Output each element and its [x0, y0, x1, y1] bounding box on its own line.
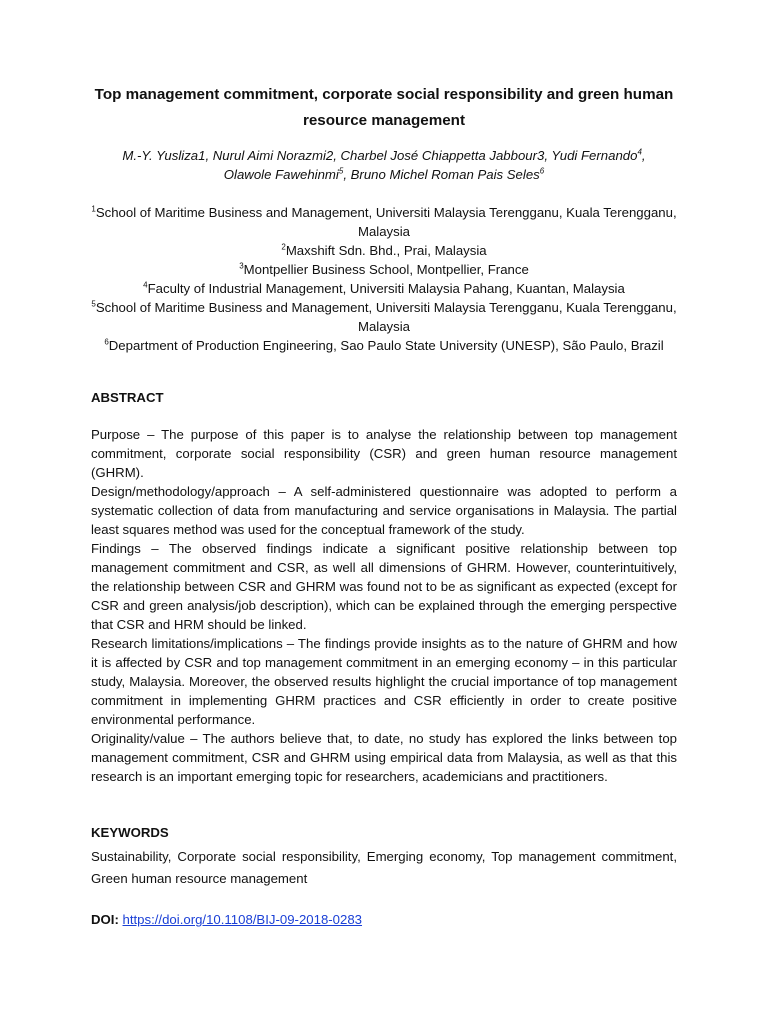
authors-text-3: , Bruno Michel Roman Pais Seles	[343, 167, 540, 182]
abstract-findings: Findings – The observed findings indicate a significant positive relationship between top management commitment and CSR, as well all dimensions of GHRM. However, counterintuitively, the relationship between CSR and GHRM was found not to be as significant as expected (except for CSR and green analysis/job description), which can be explained through the emerging perspective that CSR and HRM should be linked.	[91, 541, 677, 632]
affiliation-text: School of Maritime Business and Management, Universiti Malaysia Terengganu, Kuala Terengganu, Malaysia	[95, 205, 677, 239]
author-sup: 4	[637, 147, 642, 157]
authors-text-1: M.-Y. Yusliza1, Nurul Aimi Norazmi2, Charbel José Chiappetta Jabbour3, Yudi Fernando	[122, 148, 638, 163]
doi-line	[91, 912, 362, 927]
author-sup: 6	[539, 166, 545, 176]
paper-title: Top management commitment, corporate social responsibility and green human resource management	[94, 86, 674, 129]
abstract-heading: ABSTRACT	[91, 390, 164, 405]
affiliation-text: Maxshift Sdn. Bhd., Prai, Malaysia	[285, 243, 487, 258]
abstract-body	[91, 425, 677, 786]
author-sup: 5	[338, 166, 344, 176]
affiliation-item	[91, 203, 677, 241]
author-line-2	[91, 165, 677, 184]
affiliation-num: 1	[91, 204, 96, 214]
abstract-limitations: Research limitations/implications – The findings provide insights as to the nature of GHRM and how it is affected by CSR and top management commitment in an emerging economy – in this particular study, Malaysia. Moreover, the observed results highlight the crucial importance of top management commitment in implementing GHRM practices and CSR efficiently in order to create positive environmental performance.	[91, 636, 677, 727]
affiliation-text: Department of Production Engineering, Sao Paulo State University (UNESP), São Paulo, Brazil	[108, 338, 664, 353]
affiliation-item	[91, 336, 677, 355]
affiliation-text: Faculty of Industrial Management, Universiti Malaysia Pahang, Kuantan, Malaysia	[147, 281, 625, 296]
affiliation-item	[91, 241, 677, 260]
doi-label: DOI:	[91, 912, 119, 927]
author-list	[91, 146, 677, 184]
affiliation-list	[91, 203, 677, 355]
affiliation-item	[91, 279, 677, 298]
affiliation-num: 6	[104, 337, 109, 347]
affiliation-num: 4	[143, 280, 148, 290]
affiliation-num: 2	[281, 242, 286, 252]
affiliation-text: School of Maritime Business and Management, Universiti Malaysia Terengganu, Kuala Terengganu, Malaysia	[95, 300, 677, 334]
affiliation-item	[91, 298, 677, 336]
affiliation-num: 3	[239, 261, 244, 271]
keywords-text: Sustainability, Corporate social responsibility, Emerging economy, Top management commitment, Green human resource management	[91, 849, 677, 886]
doi-link[interactable]: https://doi.org/10.1108/BIJ-09-2018-0283	[122, 912, 363, 927]
affiliation-item	[91, 260, 677, 279]
abstract-design: Design/methodology/approach – A self-administered questionnaire was adopted to perform a systematic collection of data from manufacturing and service organisations in Malaysia. The partial least squares method was used for the conceptual framework of the study.	[91, 484, 677, 537]
authors-punct: ,	[641, 148, 646, 163]
affiliation-text: Montpellier Business School, Montpellier, France	[243, 262, 529, 277]
abstract-originality: Originality/value – The authors believe that, to date, no study has explored the links between top management commitment, CSR and GHRM using empirical data from Malaysia, as well as that this research is an important emerging topic for researchers, academicians and practitioners.	[91, 731, 677, 784]
affiliation-num: 5	[91, 299, 96, 309]
authors-text-2: Olawole Fawehinmi	[223, 167, 339, 182]
abstract-purpose: Purpose – The purpose of this paper is to analyse the relationship between top management commitment, corporate social responsibility (CSR) and green human resource management (GHRM).	[91, 427, 677, 480]
author-line-1	[91, 146, 677, 165]
keywords-heading: KEYWORDS	[91, 825, 169, 840]
